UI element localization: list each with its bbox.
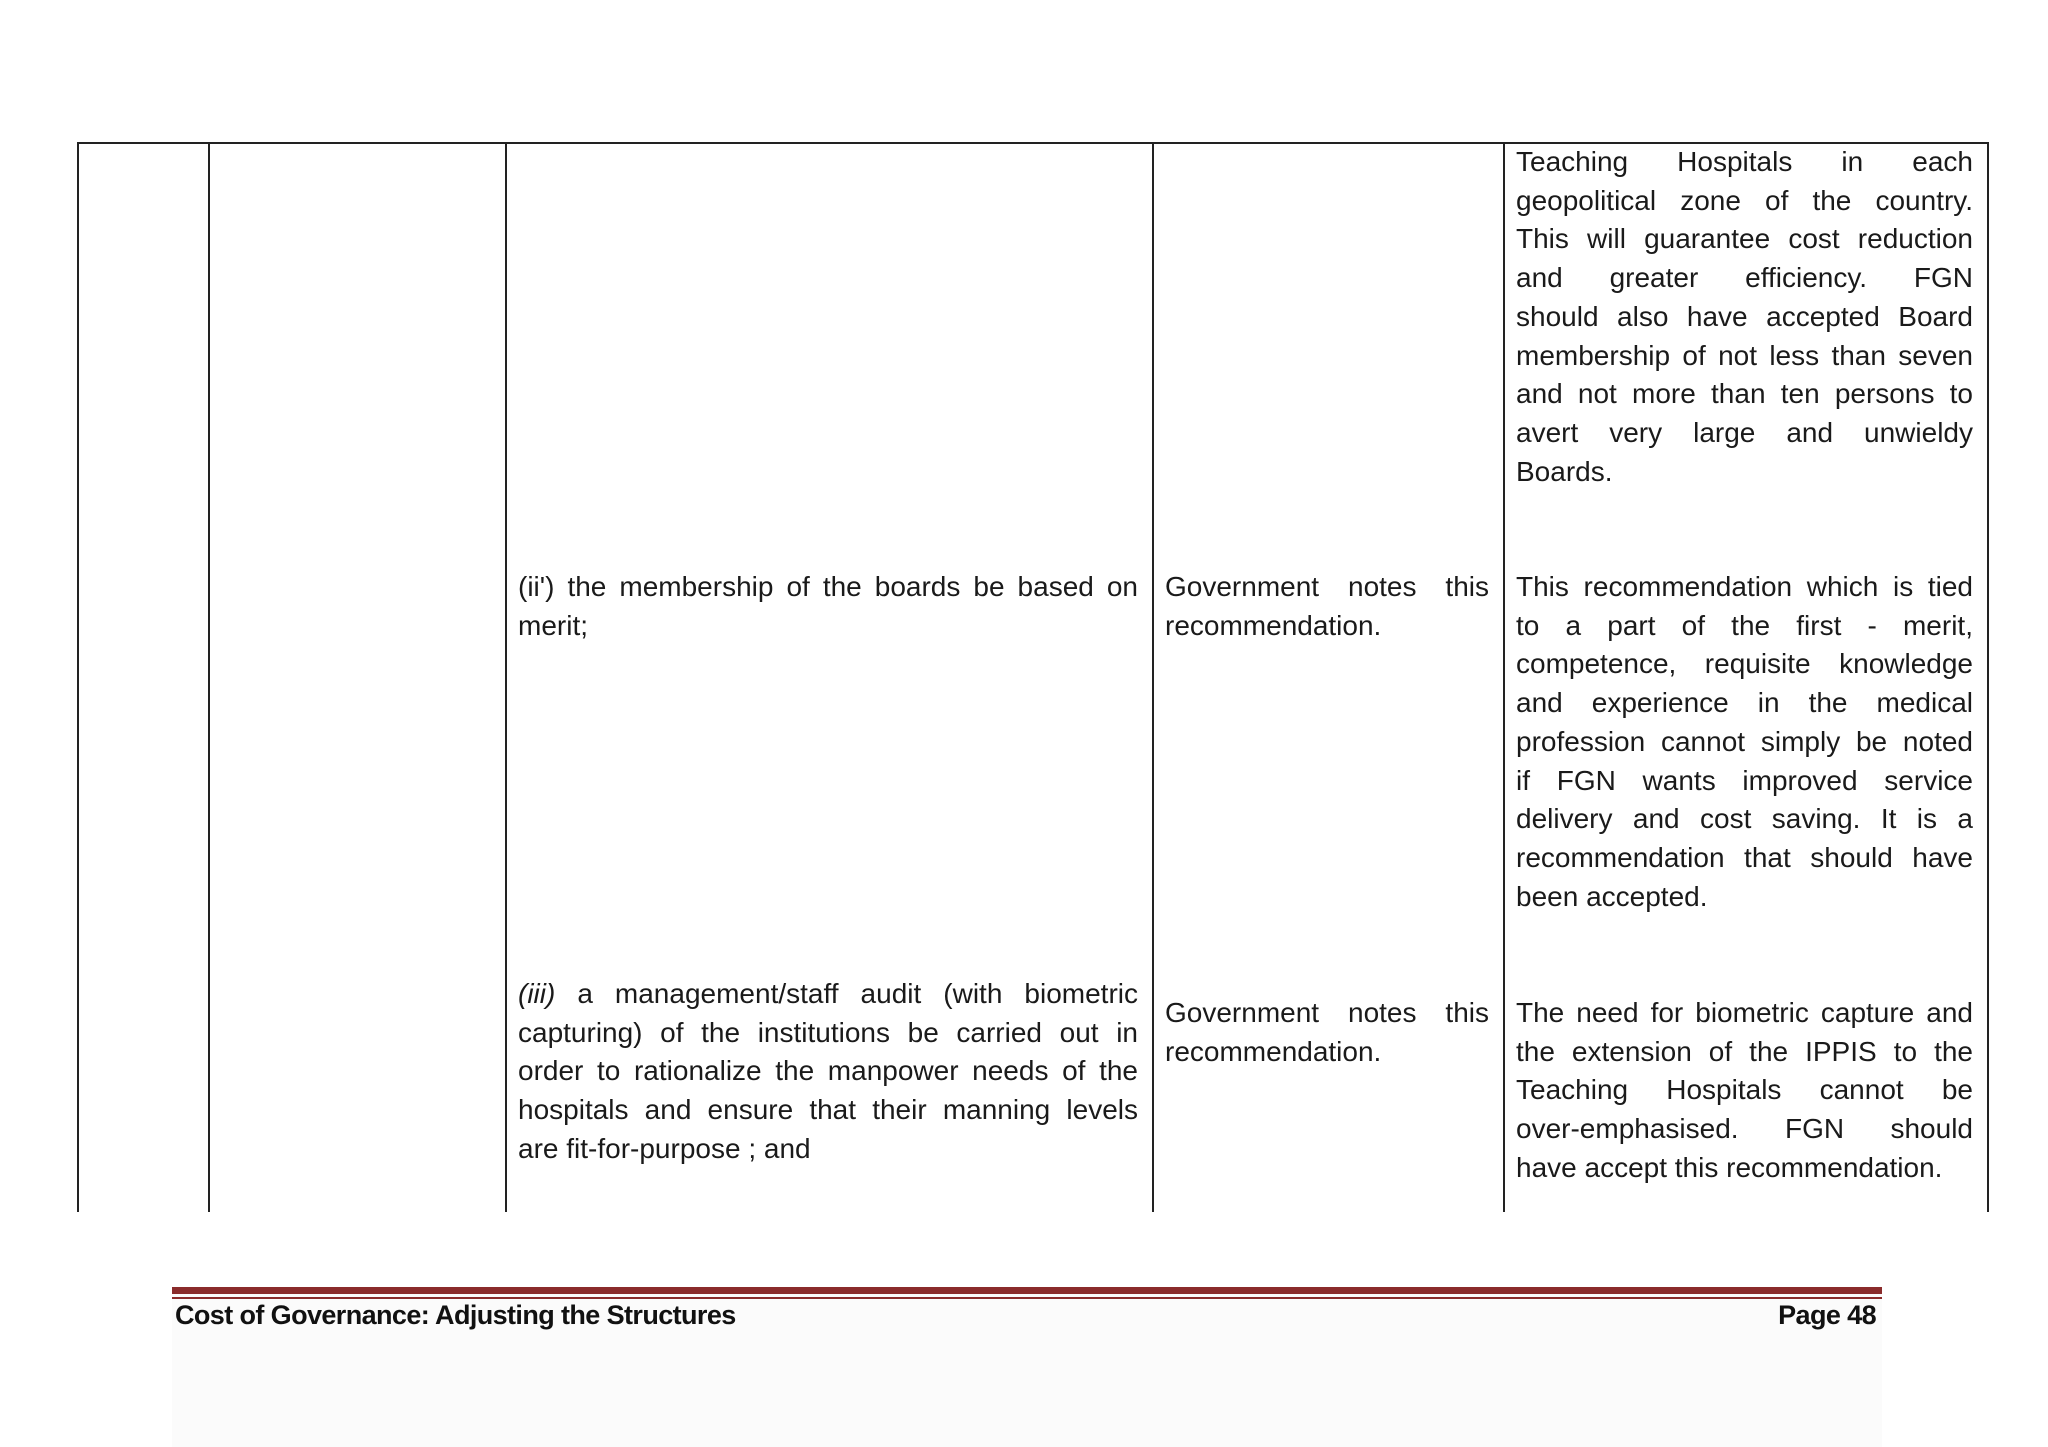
table-column-divider — [1987, 143, 1989, 1212]
text-line — [518, 975, 1138, 1014]
text-line: order to rationalize the manpower needs of the — [518, 1055, 1138, 1087]
text-line: and experience in the medical — [1516, 687, 1973, 719]
text-line: competence, requisite knowledge — [1516, 648, 1973, 680]
text-line: merit; — [518, 609, 588, 641]
footer-rule-thick — [172, 1287, 1882, 1294]
text-line: recommendation. — [1165, 609, 1382, 641]
text-line: recommendation. — [1165, 1035, 1382, 1067]
row3-comment-cell — [1516, 994, 1973, 1188]
text-line: Boards. — [1516, 455, 1613, 487]
text-line: to a part of the first - merit, — [1516, 609, 1973, 641]
text-line: recommendation that should have — [1516, 841, 1973, 873]
text-line: geopolitical zone of the country. — [1516, 184, 1973, 216]
row2-comment-cell — [1516, 568, 1973, 916]
footer-page-number: Page 48 — [1778, 1300, 1876, 1330]
table-column-divider — [1503, 143, 1505, 1212]
row3-government-position-cell — [1165, 994, 1489, 1071]
text-line: This recommendation which is tied — [1516, 571, 1973, 602]
text-line: and not more than ten persons to — [1516, 378, 1973, 410]
text-line: (ii') the membership of the boards be based on — [518, 571, 1138, 602]
text-line: Teaching Hospitals in each — [1516, 146, 1973, 177]
text-line: hospitals and ensure that their manning levels — [518, 1094, 1138, 1126]
table-column-divider — [505, 143, 507, 1212]
text-line: membership of not less than seven — [1516, 339, 1973, 371]
text-line: and greater efficiency. FGN — [1516, 262, 1973, 294]
text-line: should also have accepted Board — [1516, 300, 1973, 332]
row1-comment-cell — [1516, 143, 1973, 491]
row2-government-position-cell — [1165, 568, 1489, 645]
row3-recommendation-cell — [518, 975, 1138, 1169]
footer-rule-thin — [172, 1297, 1882, 1299]
text-line: The need for biometric capture and — [1516, 997, 1973, 1028]
text-line: avert very large and unwieldy — [1516, 416, 1973, 448]
item-number: (iii) — [518, 978, 556, 1009]
text-line: Teaching Hospitals cannot be — [1516, 1074, 1973, 1106]
row2-recommendation-cell — [518, 568, 1138, 645]
text-line: if FGN wants improved service — [1516, 764, 1973, 796]
text-line: This will guarantee cost reduction — [1516, 223, 1973, 255]
text-line: have accept this recommendation. — [1516, 1151, 1943, 1183]
table-column-divider — [1152, 143, 1154, 1212]
text-fragment: a management/staff audit (with biometric — [555, 978, 1138, 1009]
text-line: Government notes this — [1165, 997, 1489, 1028]
footer-document-title: Cost of Governance: Adjusting the Structures — [175, 1300, 736, 1330]
text-line: the extension of the IPPIS to the — [1516, 1035, 1973, 1067]
text-line: delivery and cost saving. It is a — [1516, 803, 1973, 835]
text-line: are fit-for-purpose ; and — [518, 1132, 811, 1164]
table-column-divider — [208, 143, 210, 1212]
text-line: over-emphasised. FGN should — [1516, 1113, 1973, 1145]
text-line: Government notes this — [1165, 571, 1489, 602]
text-line: been accepted. — [1516, 880, 1708, 912]
table-column-divider — [77, 143, 79, 1212]
text-line: capturing) of the institutions be carried out in — [518, 1016, 1138, 1048]
text-line: profession cannot simply be noted — [1516, 725, 1973, 757]
